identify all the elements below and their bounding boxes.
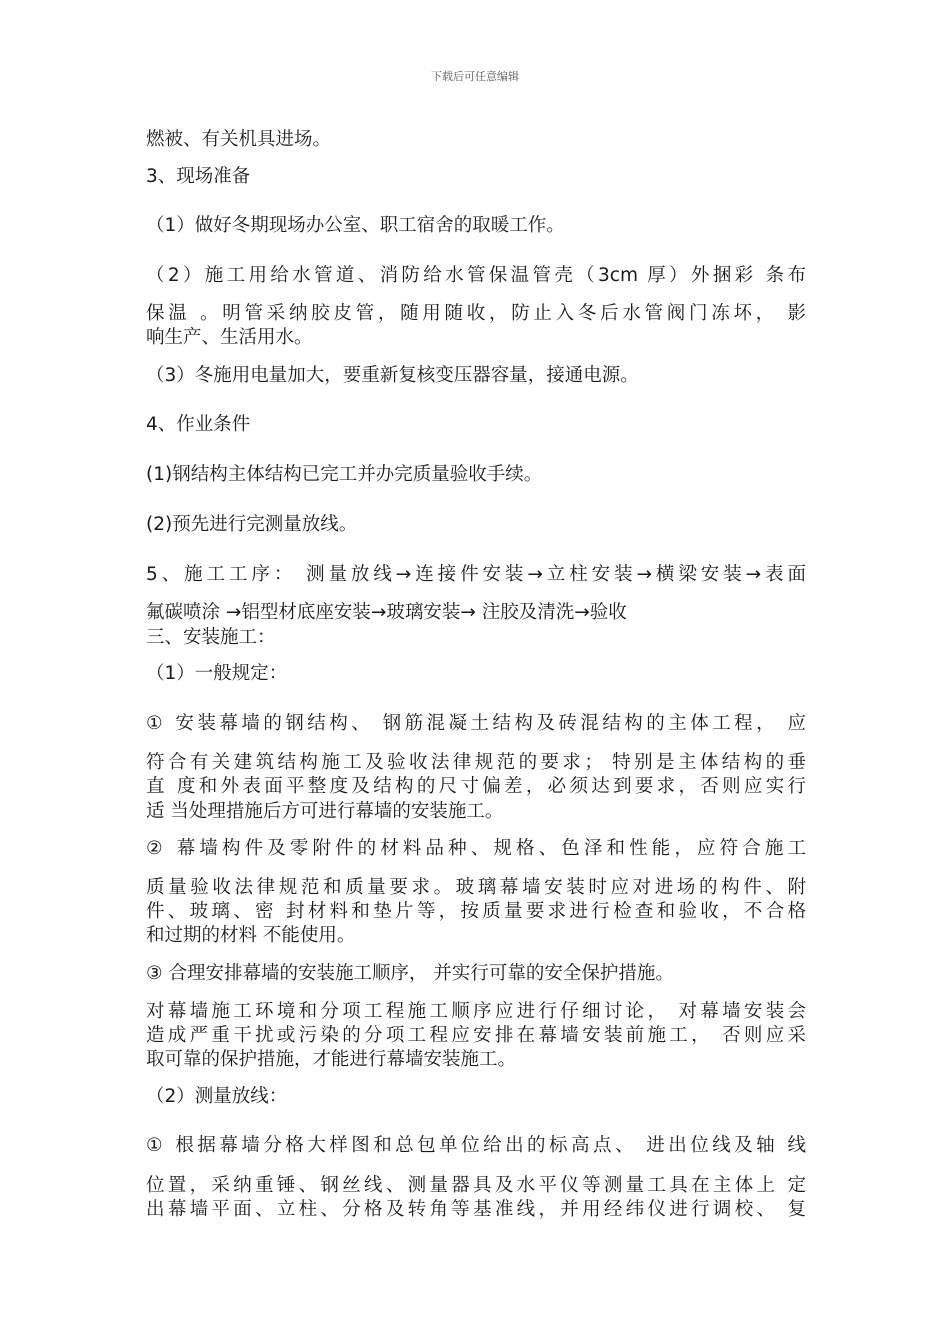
section-heading: 5、施工工序： 测量放线→连接件安装→立柱安装→横梁安装→表面 [146,564,806,585]
section-heading: 三、安装施工： [146,627,276,648]
text-line: 对幕墙施工环境和分项工程施工顺序应进行仔细讨论， 对幕墙安装会 [146,1001,806,1022]
subsection-heading: （2）测量放线： [146,1086,288,1107]
text-line: 出幕墙平面、立柱、分格及转角等基准线，并用经纬仪进行调校、 复 [146,1199,806,1220]
text-line: (2)预先进行完测量放线。 [146,514,358,535]
text-line: 适 当处理措施后方可进行幕墙的安装施工。 [146,801,504,822]
text-line: 质量验收法律规范和质量要求。玻璃幕墙安装时应对进场的构件、附 [146,877,806,898]
text-line: （2）施工用给水管道、消防给水管保温管壳（3cm 厚）外捆彩 条布 [146,265,806,286]
text-line: 位置，采纳重锤、钢丝线、测量器具及水平仪等测量工具在主体上 定 [146,1175,806,1196]
text-line: 响生产、生活用水。 [146,327,313,348]
section-heading: 4、作业条件 [146,414,251,435]
text-line: 氟碳喷涂 →铝型材底座安装→玻璃安装→ 注胶及清洗→验收 [146,602,627,623]
text-line: 符合有关建筑结构施工及验收法律规范的要求； 特别是主体结构的垂 [146,752,806,773]
text-line: (1)钢结构主体结构已完工并办完质量验收手续。 [146,464,543,485]
text-line: ② 幕墙构件及零附件的材料品种、规格、色泽和性能，应符合施工 [146,838,806,859]
text-line: 直 度和外表面平整度及结构的尺寸偏差，必须达到要求，否则应实行 [146,776,806,797]
text-line: （1）做好冬期现场办公室、职工宿舍的取暖工作。 [146,215,565,236]
text-line: ① 根据幕墙分格大样图和总包单位给出的标高点、 进出位线及轴 线 [146,1135,806,1156]
text-line: 和过期的材料 不能使用。 [146,925,356,946]
text-line: 造成严重干扰或污染的分项工程应安排在幕墙安装前施工， 否则应采 [146,1025,806,1046]
text-line: （3）冬施用电量加大，要重新复核变压器容量，接通电源。 [146,365,639,386]
page-header: 下载后可任意编辑 [431,70,519,83]
text-line: 燃被、有关机具进场。 [146,129,332,150]
text-line: 取可靠的保护措施，才能进行幕墙安装施工。 [146,1049,517,1070]
text-line: ③ 合理安排幕墙的安装施工顺序， 并实行可靠的安全保护措施。 [146,963,674,984]
section-heading: 3、现场准备 [146,166,251,187]
text-line: 件、玻璃、密 封材料和垫片等，按质量要求进行检查和验收，不合格 [146,901,806,922]
subsection-heading: （1）一般规定： [146,663,288,684]
text-line: ① 安装幕墙的钢结构、 钢筋混凝土结构及砖混结构的主体工程， 应 [146,713,806,734]
text-line: 保温 。明管采纳胶皮管，随用随收，防止入冬后水管阀门冻坏， 影 [146,303,806,324]
